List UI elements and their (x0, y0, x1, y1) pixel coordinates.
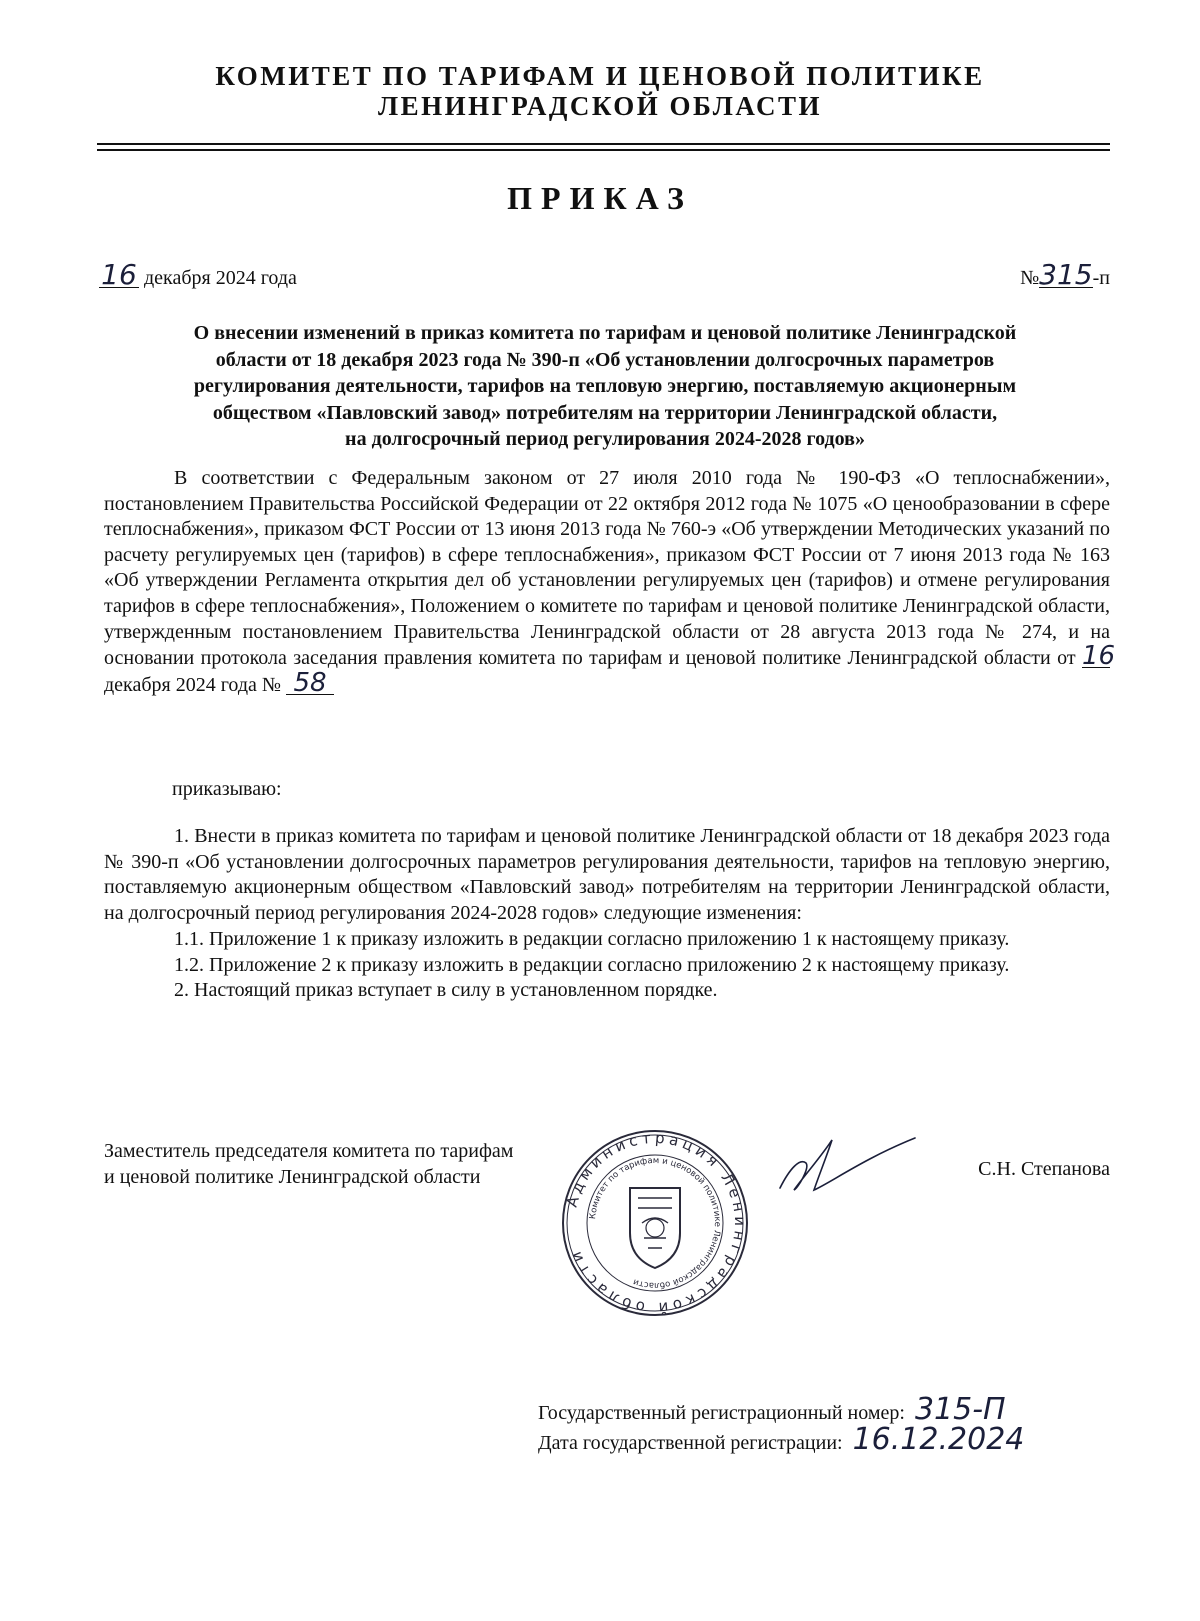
order-number-suffix: -п (1092, 267, 1110, 289)
preamble-text: В соответствии с Федеральным законом от 27 июля 2010 года № 190-ФЗ «О теплоснабжении», постановлением Правительства Российской Федерации от 22 октября 2012 года № 1075 «О ценообразовании в сфере теплоснабжения», приказом ФСТ России от 13 июня 2013 года № 760-э «Об утверждении Методических указаний по расчету регулируемых цен (тарифов) в сфере теплоснабжения», приказом ФСТ России от 7 июня 2013 года № 163 «Об утверждении Регламента открытия дел об установлении регулируемых цен (тарифов) и отмене регулирования тарифов в сфере теплоснабжения», Положением о комитете по тарифам и ценовой политике Ленинградской области, утвержденным постановлением Правительства Ленинградской области от 28 августа 2013 года № 274, и на основании протокола заседания правления комитета по тарифам и ценовой политике Ленинградской (104, 467, 1110, 670)
item-1-2: 1.2. Приложение 2 к приказу изложить в редакции согласно приложению 2 к настоящему приказу. (174, 953, 1010, 976)
handwritten-signature-icon (770, 1128, 920, 1208)
preamble-tail-prefix: области от (983, 647, 1082, 670)
heading-line: области от 18 декабря 2023 года № 390-п «Об установлении долгосрочных параметров (215, 348, 995, 371)
order-number (1020, 258, 1110, 291)
preamble-paragraph (104, 466, 1116, 698)
heading-line: обществом «Павловский завод» потребителям на территории Ленинградской области, (212, 401, 998, 424)
order-word: приказываю: (172, 778, 282, 800)
registration-date-line (538, 1422, 1024, 1457)
svg-text:Комитет по тарифам и ценовой п (588, 1156, 722, 1290)
registration-number-value: 315-П (914, 1392, 1006, 1427)
item-1-1: 1.1. Приложение 1 к приказу изложить в редакции согласно приложению 1 к настоящему приказу. (174, 927, 1010, 950)
registration-number-label: Государственный регистрационный номер: (538, 1402, 905, 1424)
preamble-tail-mid: декабря 2024 года № (104, 673, 286, 696)
doc-type-title: ПРИКАЗ (507, 180, 693, 216)
seal-inner-text: Комитет по тарифам и ценовой политике Ленинградской области (588, 1155, 723, 1291)
heading-line: О внесении изменений в приказ комитета по тарифам и ценовой политике Ленинградской (193, 322, 1017, 344)
signer-position-line1: Заместитель председателя комитета по тарифам (104, 1140, 514, 1162)
header-rule-top (97, 143, 1110, 145)
registration-date-label: Дата государственной регистрации: (538, 1432, 843, 1454)
order-number-prefix: № (1020, 267, 1040, 289)
heading-line: на долгосрочный период регулирования 2024-2028 годов» (345, 428, 865, 450)
signer-position-line2: и ценовой политике Ленинградской области (104, 1166, 481, 1188)
item-1: 1. Внести в приказ комитета по тарифам и ценовой политике Ленинградской области от 18 декабря 2023 года № 390-п «Об установлении долгосрочных параметров регулирования деятельности, тарифов на тепловую энергию, поставляемую акционерным обществом «Павловский завод» потребителям на территории Ленинградской области, на долгосрочный период регулирования 2024-2028 годов» следующие изменения: (104, 825, 1110, 925)
order-heading (100, 320, 1110, 453)
org-name-line1: КОМИТЕТ ПО ТАРИФАМ И ЦЕНОВОЙ ПОЛИТИКЕ (215, 61, 985, 91)
protocol-day: 16 (1082, 641, 1116, 672)
seal-outer-text: Администрация Ленинградской области (562, 1128, 750, 1318)
registration-date-value: 16.12.2024 (852, 1422, 1025, 1457)
official-seal-icon (560, 1128, 750, 1318)
signer-name: С.Н. Степанова (978, 1158, 1110, 1180)
org-name-line2: ЛЕНИНГРАДСКОЙ ОБЛАСТИ (377, 91, 823, 121)
order-number-value: 315 (1039, 258, 1093, 291)
order-date (99, 258, 297, 291)
item-2: 2. Настоящий приказ вступает в силу в установленном порядке. (174, 979, 718, 1002)
order-items (104, 824, 1110, 1004)
order-date-day: 16 (99, 263, 139, 288)
order-date-rest: декабря 2024 года (139, 267, 297, 289)
heading-line: регулирования деятельности, тарифов на тепловую энергию, поставляемую акционерным (193, 375, 1017, 397)
header-rule-bottom (97, 149, 1110, 151)
signer-position (104, 1138, 513, 1190)
protocol-number: 58 (286, 672, 334, 695)
